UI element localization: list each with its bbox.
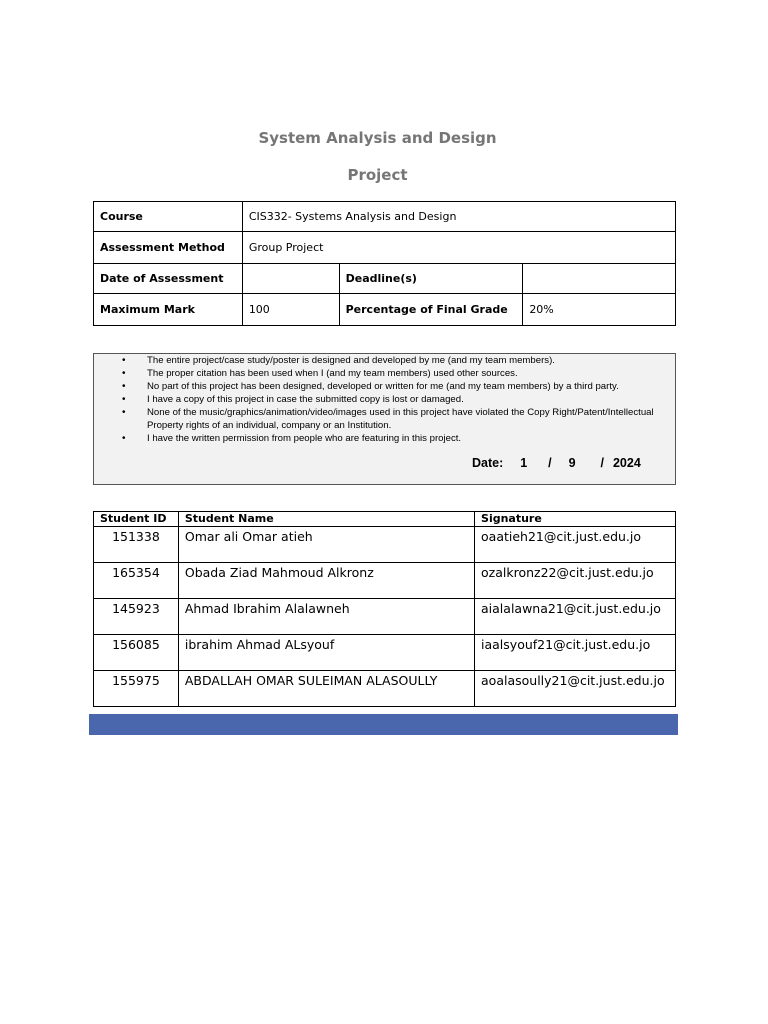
student-name: Ahmad Ibrahim Alalawneh: [178, 599, 474, 635]
student-signature: aoalasoully21@cit.just.edu.jo: [475, 671, 676, 707]
assessment-method-value: Group Project: [242, 232, 675, 264]
course-value: CIS332- Systems Analysis and Design: [242, 202, 675, 232]
column-header-student-id: Student ID: [94, 512, 179, 527]
student-name: Obada Ziad Mahmoud Alkronz: [178, 563, 474, 599]
list-item: • The entire project/case study/poster is designed and developed by me (and my team members).: [94, 354, 667, 367]
student-name: ibrahim Ahmad ALsyouf: [178, 635, 474, 671]
list-item: • The proper citation has been used when I (and my team members) used other sources.: [94, 367, 667, 380]
student-id: 156085: [94, 635, 179, 671]
table-row: [94, 294, 676, 326]
deadline-label: Deadline(s): [339, 264, 523, 294]
assessment-method-label: Assessment Method: [94, 232, 243, 264]
table-row: [94, 599, 676, 635]
student-signature: iaalsyouf21@cit.just.edu.jo: [475, 635, 676, 671]
list-item: • No part of this project has been designed, developed or written for me (and my team members) by a third party.: [94, 380, 667, 393]
declaration-date: [472, 456, 641, 470]
deadline-value: [523, 264, 676, 294]
date-year: 2024: [612, 456, 641, 470]
date-month: 9: [568, 456, 576, 470]
date-separator: /: [548, 456, 552, 470]
students-table: [93, 511, 676, 707]
student-id: 165354: [94, 563, 179, 599]
list-item: • I have the written permission from people who are featuring in this project.: [94, 432, 667, 445]
student-signature: ozalkronz22@cit.just.edu.jo: [475, 563, 676, 599]
maximum-mark-label: Maximum Mark: [94, 294, 243, 326]
student-signature: oaatieh21@cit.just.edu.jo: [475, 527, 676, 563]
table-row: [94, 527, 676, 563]
table-header-row: [94, 512, 676, 527]
column-header-student-name: Student Name: [178, 512, 474, 527]
student-signature: aialalawna21@cit.just.edu.jo: [475, 599, 676, 635]
table-row: [94, 563, 676, 599]
document-title: System Analysis and Design: [258, 129, 497, 147]
declaration-list: [94, 354, 667, 445]
date-of-assessment-label: Date of Assessment: [94, 264, 243, 294]
table-row: [94, 232, 676, 264]
course-label: Course: [94, 202, 243, 232]
assessment-info-table: [93, 201, 676, 326]
date-label: Date:: [472, 456, 504, 470]
date-of-assessment-value: [242, 264, 339, 294]
date-separator: /: [600, 456, 605, 470]
date-day: 1: [520, 456, 528, 470]
student-name: ABDALLAH OMAR SULEIMAN ALASOULLY: [178, 671, 474, 707]
table-row: [94, 264, 676, 294]
student-id: 155975: [94, 671, 179, 707]
student-id: 151338: [94, 527, 179, 563]
percentage-label: Percentage of Final Grade: [339, 294, 523, 326]
table-row: [94, 635, 676, 671]
table-row: [94, 671, 676, 707]
student-name: Omar ali Omar atieh: [178, 527, 474, 563]
maximum-mark-value: 100: [242, 294, 339, 326]
table-row: [94, 202, 676, 232]
column-header-signature: Signature: [475, 512, 676, 527]
list-item: • None of the music/graphics/animation/video/images used in this project have violated the Copy Right/Patent/Intellectual Property rights of an individual, company or an Institution.: [94, 406, 667, 432]
document-subtitle: Project: [347, 166, 408, 184]
student-id: 145923: [94, 599, 179, 635]
list-item: • I have a copy of this project in case the submitted copy is lost or damaged.: [94, 393, 667, 406]
declaration-box: [93, 353, 676, 485]
footer-color-bar: [89, 714, 678, 735]
percentage-value: 20%: [523, 294, 676, 326]
